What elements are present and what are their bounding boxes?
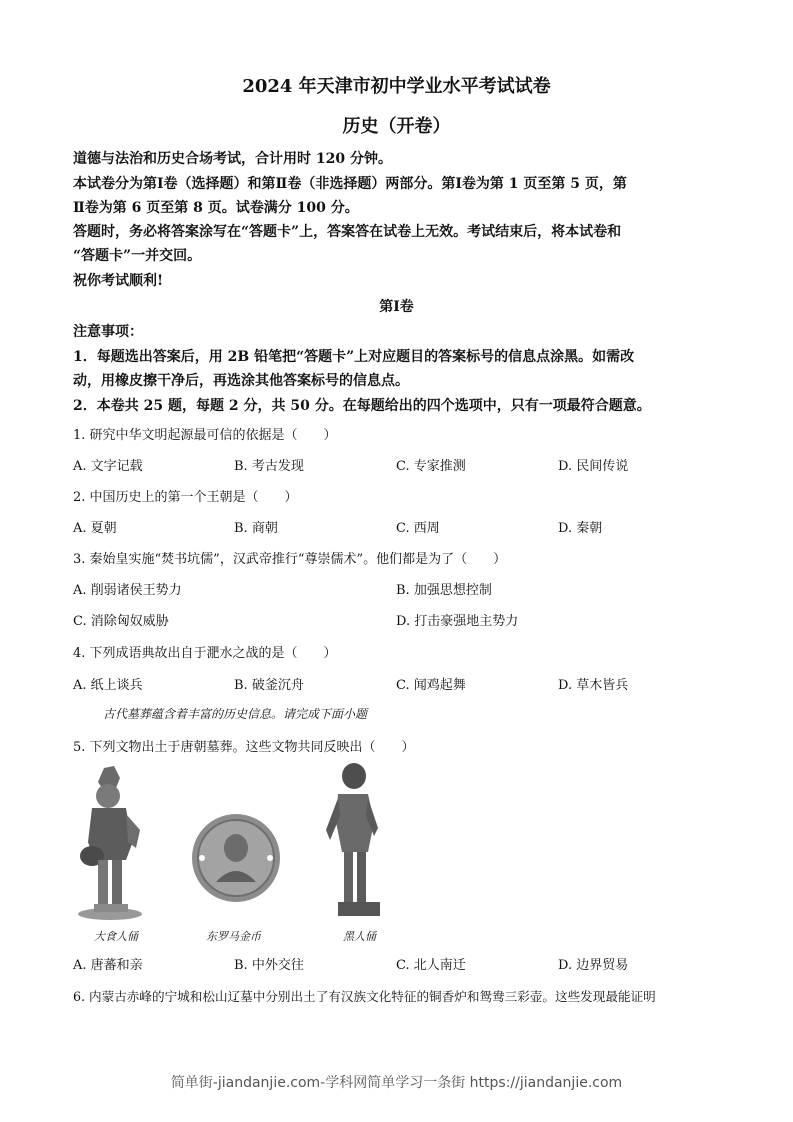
question-4-option-d: D. 草木皆兵 — [558, 678, 629, 693]
note-line-2: 动，用橡皮擦干净后，再选涂其他答案标号的信息点。 — [73, 373, 409, 389]
question-3-option-d: D. 打击豪强地主势力 — [396, 614, 519, 629]
intro-line-1: 道德与法治和历史合场考试，合计用时 120 分钟。 — [73, 151, 392, 167]
question-2-option-b: B. 商朝 — [234, 521, 278, 536]
question-3-option-c: C. 消除匈奴威胁 — [73, 614, 169, 629]
intro-line-4: 答题时，务必将答案涂写在“答题卡”上，答案答在试卷上无效。考试结束后，将本试卷和 — [73, 224, 622, 240]
caption-african-figurine: 黑人俑 — [343, 930, 376, 943]
question-1-stem: 1. 研究中华文明起源最可信的依据是（ ） — [73, 428, 337, 443]
question-6-stem: 6. 内蒙古赤峰的宁城和松山辽墓中分别出土了有汉族文化特征的铜香炉和鸳鸯三彩壶。这些发现最能证明 — [73, 989, 656, 1004]
question-1-option-d: D. 民间传说 — [558, 459, 629, 474]
question-2-option-a: A. 夏朝 — [73, 521, 117, 536]
question-4-option-c: C. 闻鸡起舞 — [396, 678, 466, 693]
question-2-option-d: D. 秦朝 — [558, 521, 603, 536]
footer-watermark: 简单街-jiandanjie.com-学科网简单学习一条街 https://jiandanjie.com — [170, 1075, 623, 1091]
question-5-option-a: A. 唐蕃和亲 — [73, 958, 143, 973]
question-4-stem: 4. 下列成语典故出自于淝水之战的是（ ） — [73, 646, 337, 661]
question-5-option-c: C. 北人南迁 — [396, 958, 466, 973]
question-2-option-c: C. 西周 — [396, 521, 440, 536]
question-1-option-b: B. 考古发现 — [234, 459, 304, 474]
section-heading: 第Ⅰ卷 — [379, 299, 414, 315]
caption-byzantine-coin: 东罗马金币 — [206, 930, 261, 943]
note-line-1: 1．每题选出答案后，用 2B 铅笔把“答题卡”上对应题目的答案标号的信息点涂黑。如需改 — [73, 349, 635, 365]
intro-line-6: 祝你考试顺利! — [73, 273, 164, 289]
question-4-option-a: A. 纸上谈兵 — [73, 678, 143, 693]
intro-line-2: 本试卷分为第Ⅰ卷（选择题）和第Ⅱ卷（非选择题）两部分。第Ⅰ卷为第 1 页至第 5 页，第 — [73, 176, 627, 192]
question-3-stem: 3. 秦始皇实施“焚书坑儒”，汉武帝推行“尊崇儒术”。他们都是为了（ ） — [73, 552, 507, 567]
question-4-option-b: B. 破釜沉舟 — [234, 678, 304, 693]
question-5-stem: 5. 下列文物出土于唐朝墓葬。这些文物共同反映出（ ） — [73, 740, 415, 755]
question-2-stem: 2. 中国历史上的第一个王朝是（ ） — [73, 490, 298, 505]
question-5-option-d: D. 边界贸易 — [558, 958, 629, 973]
byzantine-gold-coin-image — [190, 812, 282, 904]
intro-line-3: Ⅱ卷为第 6 页至第 8 页。试卷满分 100 分。 — [73, 200, 359, 216]
exam-subtitle: 历史（开卷） — [342, 116, 451, 137]
question-1-option-a: A. 文字记载 — [73, 459, 143, 474]
handwritten-note: 古代墓葬蕴含着丰富的历史信息。请完成下面小题 — [103, 707, 368, 721]
exam-title: 2024 年天津市初中学业水平考试试卷 — [242, 76, 551, 97]
question-1-option-c: C. 专家推测 — [396, 459, 466, 474]
arab-figurine-image — [70, 764, 150, 922]
caption-arab-figurine: 大食人俑 — [94, 930, 138, 943]
notes-title: 注意事项： — [73, 324, 143, 340]
note-line-3: 2．本卷共 25 题，每题 2 分，共 50 分。在每题给出的四个选项中，只有一项最符合题意。 — [73, 398, 651, 414]
question-5-option-b: B. 中外交往 — [234, 958, 304, 973]
african-figurine-image — [314, 760, 390, 922]
intro-line-5: “答题卡”一并交回。 — [73, 248, 202, 264]
question-3-option-a: A. 削弱诸侯王势力 — [73, 583, 182, 598]
question-3-option-b: B. 加强思想控制 — [396, 583, 492, 598]
